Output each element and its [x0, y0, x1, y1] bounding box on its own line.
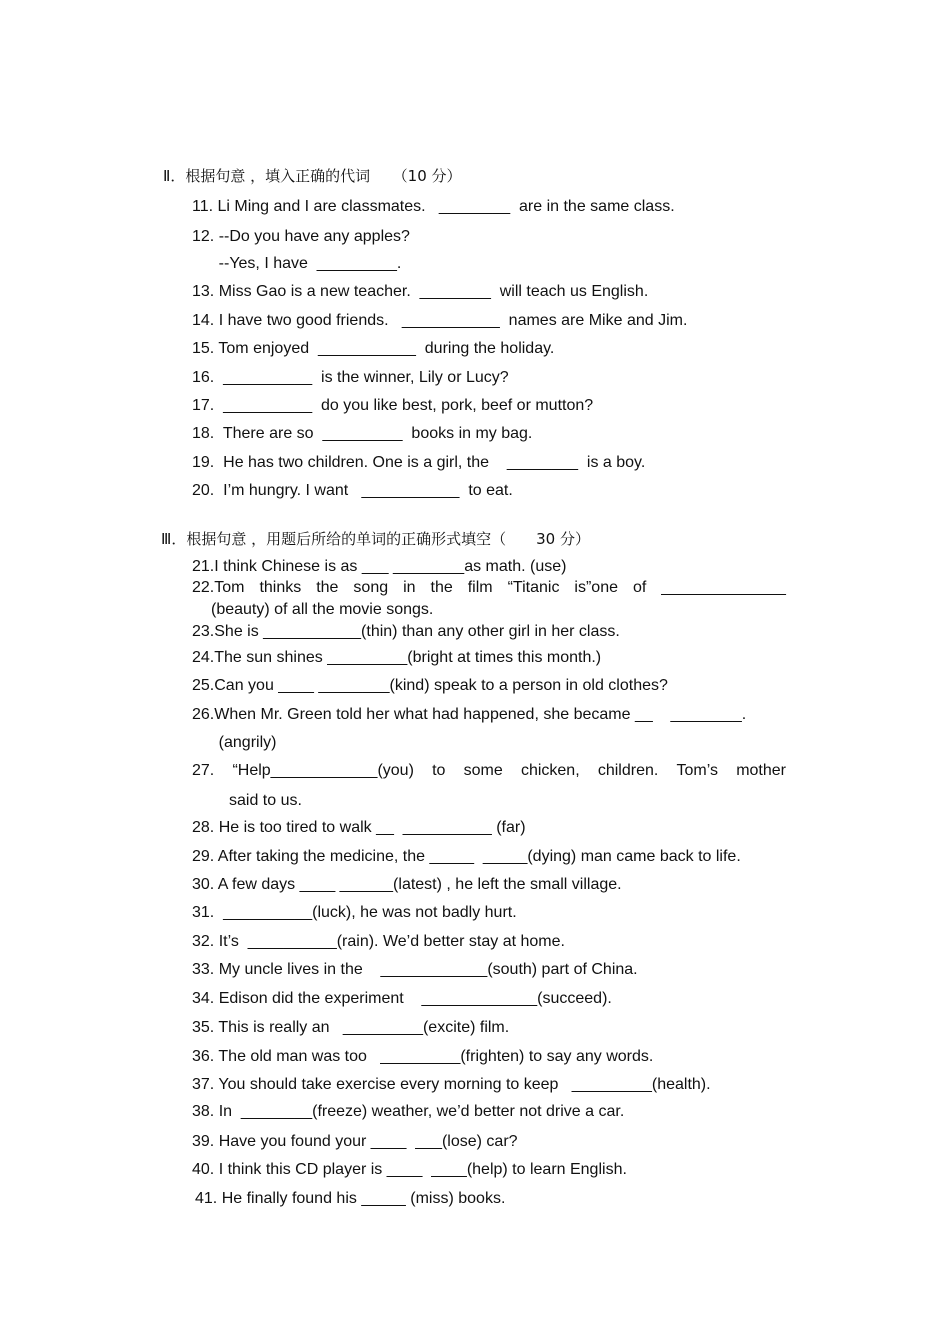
question-31: 31. __________(luck), he was not badly hurt. [192, 904, 517, 921]
question-36: 36. The old man was too _________(frighten) to say any words. [192, 1048, 654, 1065]
q22-word: is”one [574, 579, 618, 596]
question-22-cont: (beauty) of all the movie songs. [211, 601, 434, 618]
section-2-heading: Ⅱ．根据句意 ，填入正确的代词 （10 分） [163, 167, 462, 185]
q27-word: children. [597, 762, 659, 779]
question-22 [192, 578, 786, 598]
q27-word: “Help____________(you) [232, 762, 414, 779]
q27-word: 27. [192, 762, 215, 779]
question-27 [192, 761, 786, 781]
question-11: 11. Li Ming and I are classmates. ________ are in the same class. [192, 198, 675, 215]
q22-word: of [632, 579, 647, 596]
question-29: 29. After taking the medicine, the _____ _____(dying) man came back to life. [192, 848, 741, 865]
q27-word: to [432, 762, 446, 779]
question-25: 25.Can you ____ ________(kind) speak to a person in old clothes? [192, 677, 668, 694]
section-3-heading: Ⅲ．根据句意 ，用题后所给的单词的正确形式填空（ 30 分） [161, 530, 590, 548]
question-41: 41. He finally found his _____ (miss) books. [195, 1190, 506, 1207]
question-17: 17. __________ do you like best, pork, beef or mutton? [192, 397, 594, 414]
q22-word: the [316, 579, 339, 596]
question-15: 15. Tom enjoyed ___________ during the holiday. [192, 340, 555, 357]
q27-word: mother [736, 762, 786, 779]
question-18: 18. There are so _________ books in my bag. [192, 425, 533, 442]
question-14: 14. I have two good friends. ___________ names are Mike and Jim. [192, 312, 688, 329]
question-40: 40. I think this CD player is ____ ____(help) to learn English. [192, 1161, 627, 1178]
question-26-cont: (angrily) [192, 734, 277, 751]
question-27-cont: said to us. [229, 792, 302, 809]
q22-word: “Titanic [507, 579, 560, 596]
q22-word: song [353, 579, 389, 596]
q22-word: the [430, 579, 453, 596]
question-12: 12. --Do you have any apples? [192, 228, 410, 245]
question-30: 30. A few days ____ ______(latest) , he left the small village. [192, 876, 622, 893]
question-39: 39. Have you found your ____ ___(lose) car? [192, 1133, 518, 1150]
question-26: 26.When Mr. Green told her what had happened, she became __ ________. [192, 706, 747, 723]
question-20: 20. I’m hungry. I want ___________ to eat. [192, 482, 513, 499]
question-23: 23.She is ___________(thin) than any other girl in her class. [192, 623, 620, 640]
question-34: 34. Edison did the experiment _____________(succeed). [192, 990, 612, 1007]
q27-word: some [463, 762, 503, 779]
q27-word: Tom’s [676, 762, 718, 779]
question-35: 35. This is really an _________(excite) film. [192, 1019, 510, 1036]
question-16: 16. __________ is the winner, Lily or Lucy? [192, 369, 509, 386]
q22-word: in [403, 579, 416, 596]
q22-word: ______________ [661, 579, 786, 596]
question-37: 37. You should take exercise every morning to keep _________(health). [192, 1076, 711, 1093]
q27-word: chicken, [520, 762, 580, 779]
question-12-answer: --Yes, I have _________. [192, 255, 402, 272]
question-28: 28. He is too tired to walk __ __________ (far) [192, 819, 526, 836]
question-38: 38. In ________(freeze) weather, we’d better not drive a car. [192, 1103, 625, 1120]
question-21: 21.I think Chinese is as ___ ________as math. (use) [192, 558, 567, 575]
question-32: 32. It’s __________(rain). We’d better stay at home. [192, 933, 565, 950]
question-24: 24.The sun shines _________(bright at times this month.) [192, 649, 602, 666]
q22-word: thinks [259, 579, 302, 596]
question-19: 19. He has two children. One is a girl, the ________ is a boy. [192, 454, 646, 471]
q22-word: 22.Tom [192, 579, 245, 596]
question-13: 13. Miss Gao is a new teacher. ________ will teach us English. [192, 283, 649, 300]
question-33: 33. My uncle lives in the ____________(south) part of China. [192, 961, 638, 978]
q22-word: film [467, 579, 493, 596]
